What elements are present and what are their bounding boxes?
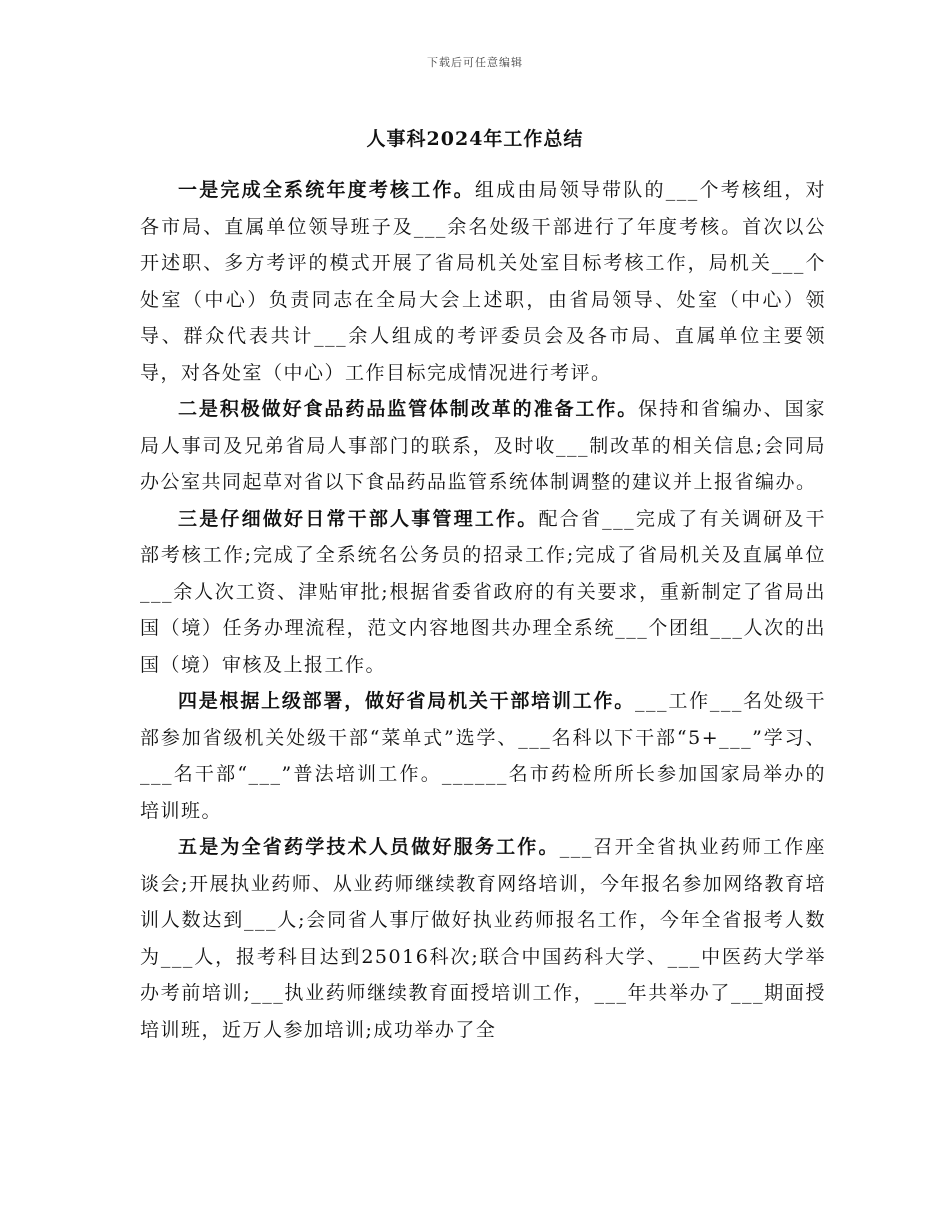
paragraph-daily-management bbox=[140, 501, 826, 684]
paragraph-text: 保持和省编办、国家局人事司及兄弟省局人事部门的联系，及时收___制改革的相关信息;会同局办公室共同起草对省以下食品药品监管系统体制调整的建议并上报省编办。 bbox=[140, 398, 826, 493]
paragraph-lead: 三是仔细做好日常干部人事管理工作。 bbox=[178, 507, 539, 530]
document-body bbox=[140, 172, 826, 1048]
paragraph-cadre-training bbox=[140, 683, 826, 829]
paragraph-lead: 四是根据上级部署，做好省局机关干部培训工作。 bbox=[178, 690, 636, 712]
download-note: 下载后可任意编辑 bbox=[427, 56, 523, 69]
paragraph-lead: 一是完成全系统年度考核工作。 bbox=[178, 179, 475, 201]
paragraph-text: 组成由局领导带队的___个考核组，对各市局、直属单位领导班子及___余名处级干部进行了年度考核。首次以公开述职、多方考评的模式开展了省局机关处室目标考核工作，局机关___个处室（中心）负责同志在全局大会上述职，由省局领导、处室（中心）领导、群众代表共计___余人组成的考评委员会及各市局、直属单位主要领导，对各处室（中心）工作目标完成情况进行考评。 bbox=[140, 179, 826, 384]
document-title: 人事科2024年工作总结 bbox=[366, 128, 584, 150]
paragraph-reform-preparation bbox=[140, 391, 826, 501]
paragraph-text: ___工作___名处级干部参加省级机关处级干部“菜单式”选学、___名科以下干部“5+___”学习、___名干部“___”普法培训工作。______名市药检所所长参加国家局举办的培训班。 bbox=[140, 690, 826, 822]
paragraph-lead: 五是为全省药学技术人员做好服务工作。 bbox=[178, 836, 560, 858]
paragraph-lead: 二是积极做好食品药品监管体制改革的准备工作。 bbox=[178, 398, 639, 420]
paragraph-annual-assessment bbox=[140, 172, 826, 391]
paragraph-pharmacist-service bbox=[140, 829, 826, 1048]
paragraph-text: ___召开全省执业药师工作座谈会;开展执业药师、从业药师继续教育网络培训，今年报名参加网络教育培训人数达到___人;会同省人事厅做好执业药师报名工作，今年全省报考人数为___人，报考科目达到25016科次;联合中国药科大学、___中医药大学举办考前培训;___执业药师继续教育面授培训工作，___年共举办了___期面授培训班，近万人参加培训;成功举办了全 bbox=[140, 836, 826, 1041]
paragraph-text: 配合省___完成了有关调研及干部考核工作;完成了全系统名公务员的招录工作;完成了省局机关及直属单位___余人次工资、津贴审批;根据省委省政府的有关要求，重新制定了省局出国（境）任务办理流程，范文内容地图共办理全系统___个团组___人次的出国（境）审核及上报工作。 bbox=[140, 507, 826, 676]
